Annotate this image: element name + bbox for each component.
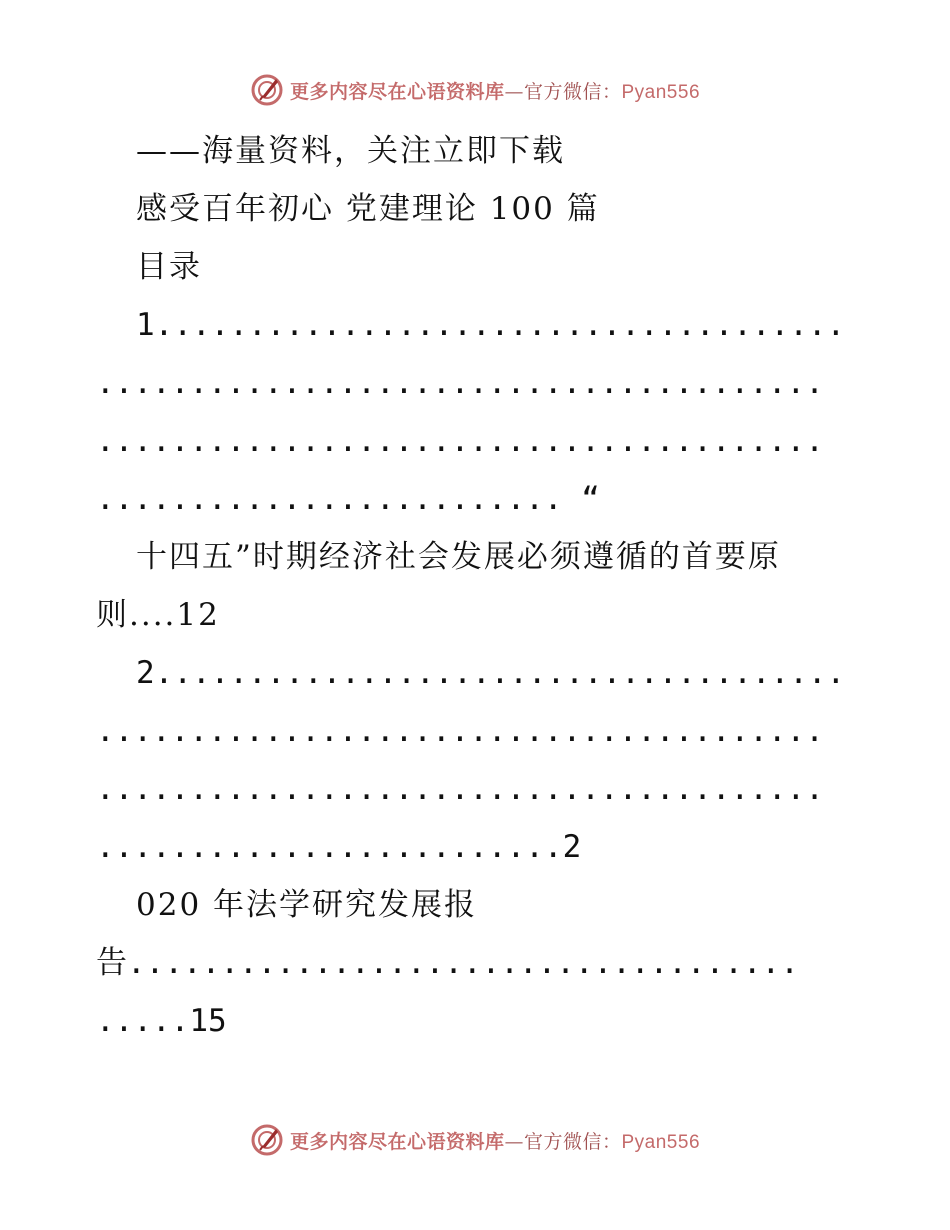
quill-logo-icon: [250, 73, 284, 107]
quill-logo-icon: [250, 1123, 284, 1157]
toc-entry-1-dots-end: ......................... “: [96, 481, 600, 517]
document-body: [96, 122, 846, 1050]
toc-entry-2-dots-end: .........................2: [96, 829, 582, 865]
banner-wechat-label: 官方微信：: [523, 80, 622, 103]
toc-entry-1-page: 则....12: [96, 597, 220, 633]
toc-heading: 目录: [136, 249, 202, 285]
subtitle-line: ——海量资料，关注立即下载: [136, 133, 565, 169]
toc-entry-1-dots-cont: .......................................: [96, 365, 824, 401]
toc-entry-2-title: 020 年法学研究发展报: [136, 887, 478, 923]
header-banner: [0, 70, 950, 110]
toc-entry-1-dots-cont: .......................................: [96, 423, 824, 459]
toc-entry-1-title: 十四五”时期经济社会发展必须遵循的首要原: [136, 539, 781, 575]
banner-wechat-id: Pyan556: [621, 81, 701, 103]
banner-separator: —: [504, 80, 524, 103]
toc-entry-2-dots-cont: .......................................: [96, 771, 824, 807]
banner-wechat-label: 官方微信：: [523, 1130, 622, 1153]
toc-entry-2-dots-cont: .......................................: [96, 713, 824, 749]
banner-main-text: 更多内容尽在心语资料库: [289, 80, 505, 103]
toc-entry-2-dots: 2.....................................: [136, 655, 846, 691]
banner-wechat-id: Pyan556: [621, 1131, 701, 1153]
banner-separator: —: [504, 1130, 524, 1153]
toc-entry-2-page: .....15: [96, 1003, 227, 1039]
document-title: 感受百年初心 党建理论 100 篇: [136, 191, 600, 227]
banner-text: [290, 1127, 700, 1154]
banner-main-text: 更多内容尽在心语资料库: [289, 1130, 505, 1153]
toc-entry-2-title-end: 告....................................: [96, 945, 799, 981]
footer-banner: [0, 1120, 950, 1160]
banner-text: [290, 77, 700, 104]
toc-entry-1-dots: 1.....................................: [136, 307, 846, 343]
